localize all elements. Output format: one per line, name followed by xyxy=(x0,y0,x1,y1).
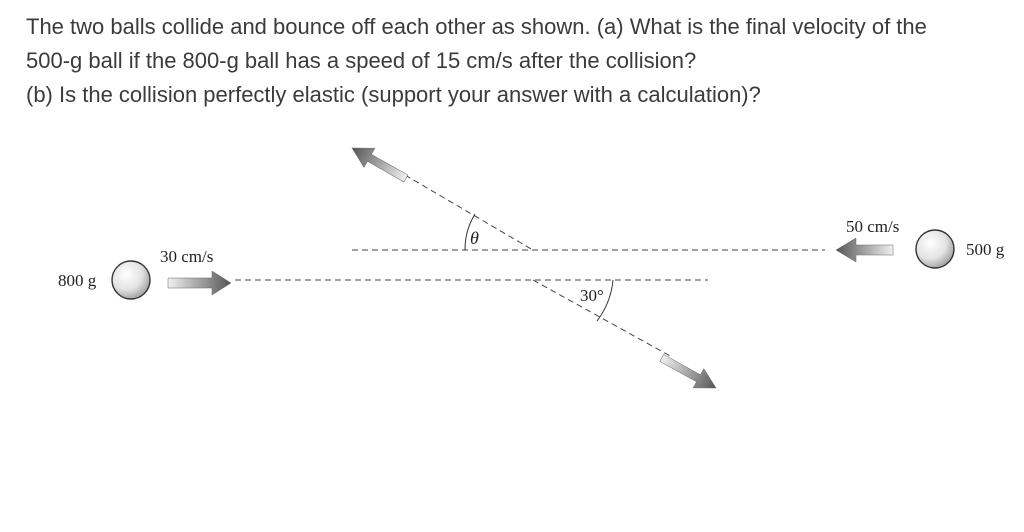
upper-trajectory-line xyxy=(405,175,533,250)
question-line-2: 500-g ball if the 800-g ball has a speed of 15 cm/s after the collision? xyxy=(26,48,697,73)
right-ball-speed-label: 50 cm/s xyxy=(846,217,900,236)
right-ball xyxy=(916,230,954,268)
right-ball-incoming-arrow xyxy=(836,238,893,262)
theta-label: θ xyxy=(470,228,479,248)
right-ball-mass-label: 500 g xyxy=(966,240,1005,259)
question-line-1: The two balls collide and bounce off each other as shown. (a) What is the final velocity of the xyxy=(26,14,927,39)
left-ball-rebound-arrow xyxy=(347,138,412,188)
right-ball-rebound-arrow xyxy=(656,348,721,397)
left-ball-mass-label: 800 g xyxy=(58,271,97,290)
question-line-3: (b) Is the collision perfectly elastic (support your answer with a calculation)? xyxy=(26,82,761,107)
thirty-degree-label: 30° xyxy=(580,286,604,305)
left-ball xyxy=(112,261,150,299)
left-ball-incoming-arrow xyxy=(168,271,231,295)
left-ball-speed-label: 30 cm/s xyxy=(160,247,214,266)
